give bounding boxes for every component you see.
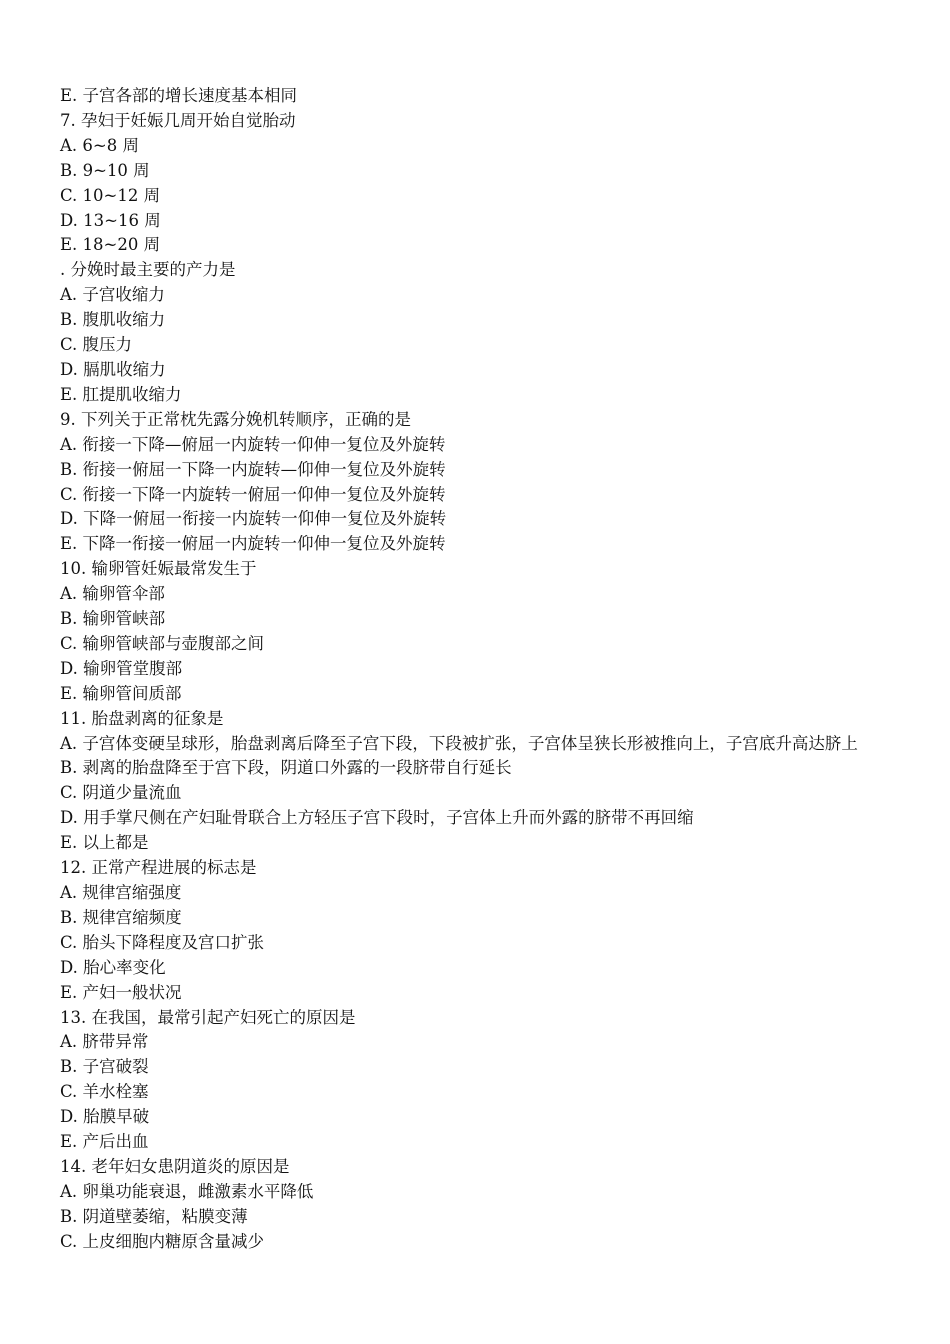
question-9-line: 9. 下列关于正常枕先露分娩机转顺序，正确的是 <box>60 409 411 429</box>
option-e-line: E. 肛提肌收缩力 <box>60 384 182 404</box>
question-8-line: . 分娩时最主要的产力是 <box>60 260 236 280</box>
option-e-line: E. 产妇一般状况 <box>60 982 182 1002</box>
option-a-line: A. 衔接一下降—俯屈一内旋转一仰伸一复位及外旋转 <box>60 434 446 454</box>
option-e-line: E. 18~20 周 <box>60 235 161 255</box>
option-b-line: B. 输卵管峡部 <box>60 609 166 629</box>
question-7-line: 7. 孕妇于妊娠几周开始自觉胎动 <box>60 110 296 130</box>
option-c-line: C. 羊水栓塞 <box>60 1082 149 1102</box>
question-13-line: 13. 在我国，最常引起产妇死亡的原因是 <box>60 1007 356 1027</box>
option-a-line: A. 卵巢功能衰退，雌激素水平降低 <box>60 1181 314 1201</box>
option-b-line: B. 剥离的胎盘降至于宫下段，阴道口外露的一段脐带自行延长 <box>60 758 512 778</box>
option-c-line: C. 胎头下降程度及宫口扩张 <box>60 932 265 952</box>
option-a-line: A. 规律宫缩强度 <box>60 883 182 902</box>
question-14-line: 14. 老年妇女患阴道炎的原因是 <box>60 1156 290 1176</box>
question-11-line: 11. 胎盘剥离的征象是 <box>60 708 224 728</box>
option-c-line: C. 阴道少量流血 <box>60 783 182 803</box>
option-d-line: D. 膈肌收缩力 <box>60 359 166 379</box>
option-b-line: B. 9~10 周 <box>60 160 150 180</box>
option-b-line: B. 阴道壁萎缩，粘膜变薄 <box>60 1206 248 1226</box>
option-c-line: C. 10~12 周 <box>60 185 161 205</box>
option-c-line: C. 衔接一下降一内旋转一俯屈一仰伸一复位及外旋转 <box>60 484 446 504</box>
option-c-line: C. 上皮细胞内糖原含量减少 <box>60 1231 265 1251</box>
option-e-line: E. 输卵管间质部 <box>60 683 182 703</box>
option-c-line: C. 输卵管峡部与壶腹部之间 <box>60 633 265 653</box>
option-a-line: A. 子宫收缩力 <box>60 285 165 305</box>
option-d-line: D. 13~16 周 <box>60 210 161 230</box>
option-d-line: D. 下降一俯屈一衔接一内旋转一仰伸一复位及外旋转 <box>60 509 447 529</box>
option-d-line: D. 用手掌尺侧在产妇耻骨联合上方轻压子宫下段时，子宫体上升而外露的脐带不再回缩 <box>60 808 694 828</box>
option-e-line: E. 以上都是 <box>60 833 149 853</box>
option-a-line: A. 脐带异常 <box>60 1032 149 1052</box>
option-a-line: A. 6~8 周 <box>60 135 139 155</box>
option-b-line: B. 规律宫缩频度 <box>60 907 182 927</box>
option-e-line: E. 下降一衔接一俯屈一内旋转一仰伸一复位及外旋转 <box>60 534 446 554</box>
option-b-line: B. 腹肌收缩力 <box>60 310 166 330</box>
option-d-line: D. 输卵管堂腹部 <box>60 658 183 678</box>
option-a-line: A. 输卵管伞部 <box>60 584 165 604</box>
question-12-line: 12. 正常产程进展的标志是 <box>60 858 257 878</box>
option-d-line: D. 胎心率变化 <box>60 957 166 977</box>
option-c-line: C. 腹压力 <box>60 335 133 355</box>
option-b-line: B. 子宫破裂 <box>60 1057 149 1077</box>
option-e-line: E. 子宫各部的增长速度基本相同 <box>60 86 298 105</box>
question-10-line: 10. 输卵管妊娠最常发生于 <box>60 559 257 579</box>
option-d-line: D. 胎膜早破 <box>60 1107 150 1127</box>
option-b-line: B. 衔接一俯屈一下降一内旋转—仰伸一复位及外旋转 <box>60 459 446 479</box>
option-e-line: E. 产后出血 <box>60 1132 149 1152</box>
option-a-line: A. 子宫体变硬呈球形，胎盘剥离后降至子宫下段，下段被扩张，子宫体呈狭长形被推向上，子宫底升高达脐上 <box>60 733 858 753</box>
